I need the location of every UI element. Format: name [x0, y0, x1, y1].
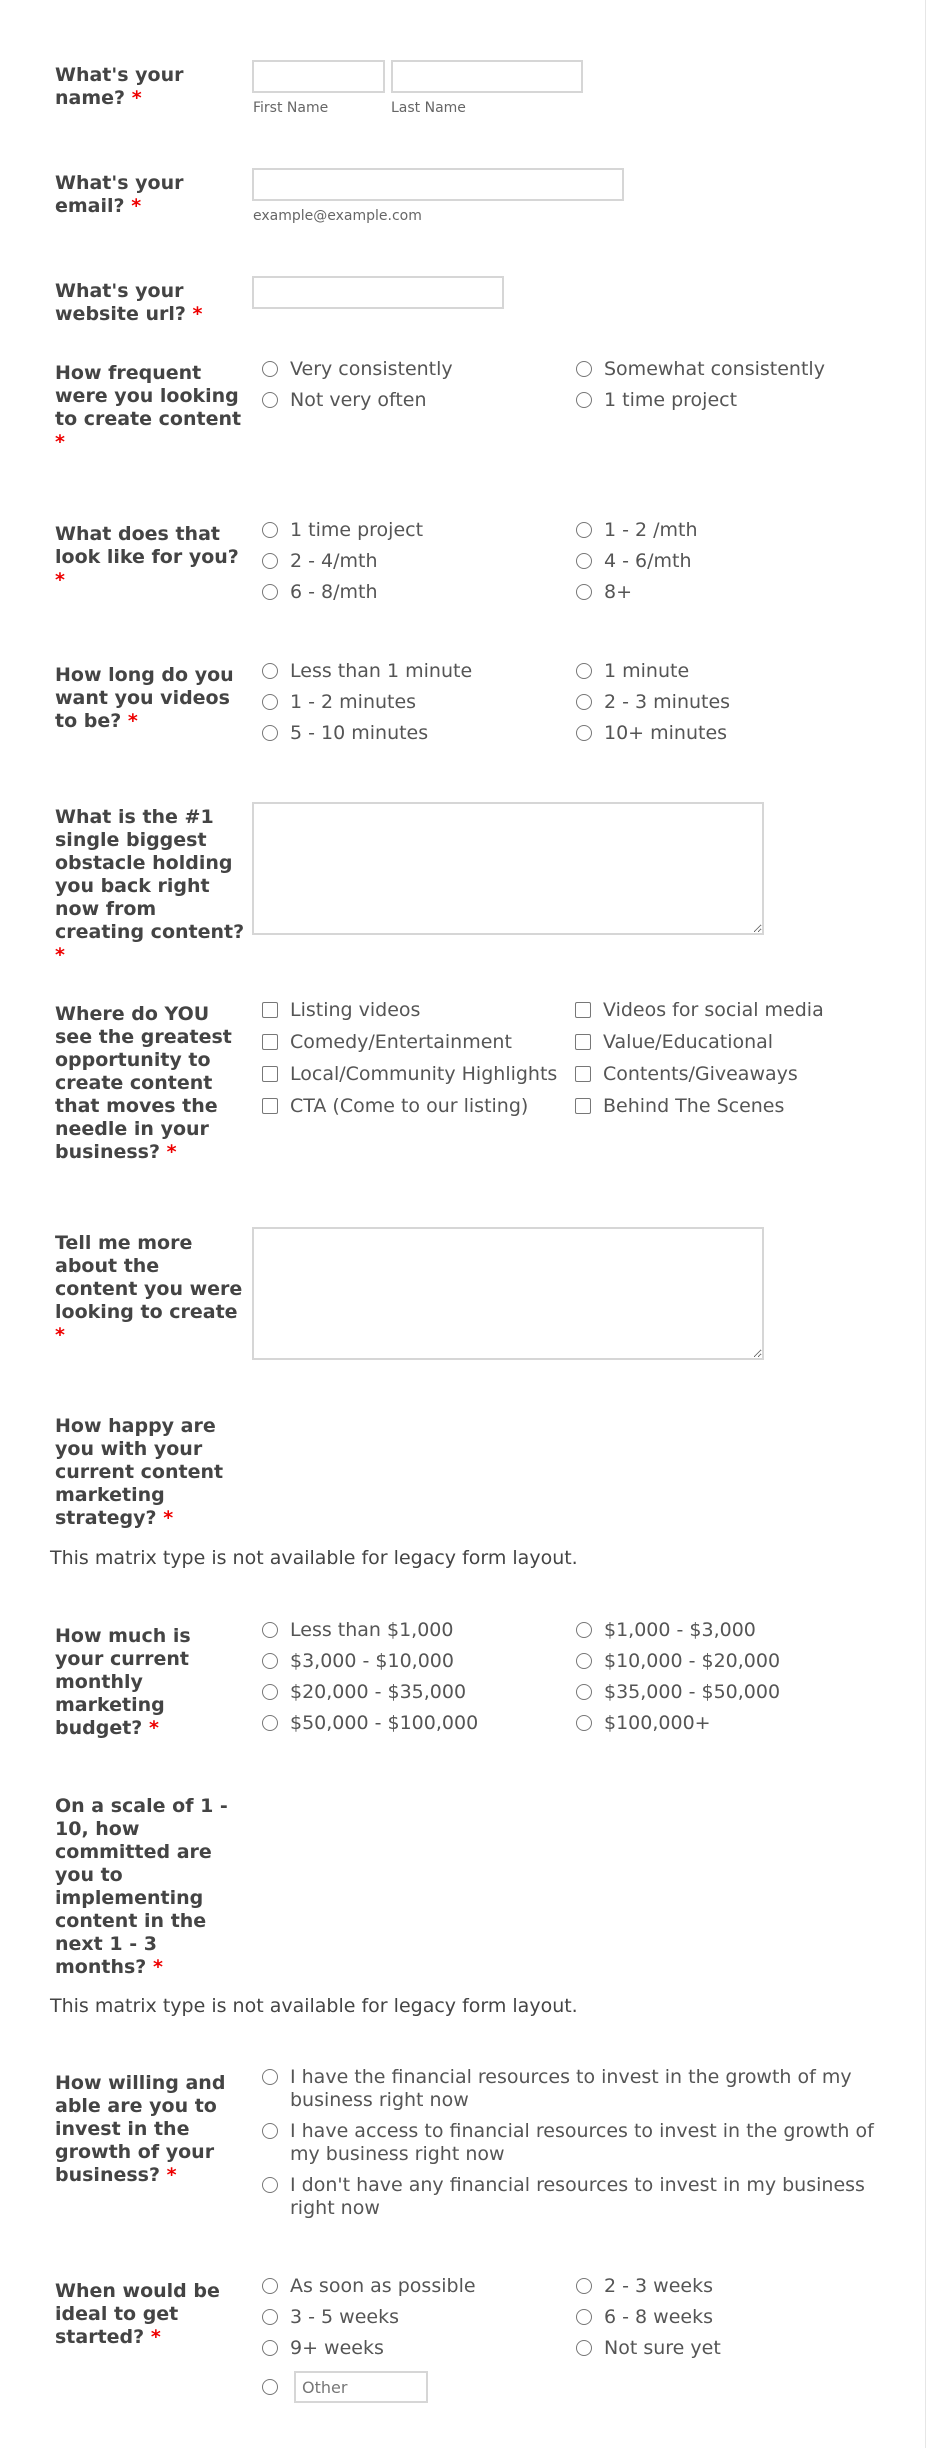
- required-mark: *: [55, 1324, 65, 1346]
- look-like-option[interactable]: 1 time project: [252, 519, 423, 542]
- obstacle-textarea[interactable]: [252, 802, 764, 935]
- radio-button[interactable]: [262, 694, 278, 710]
- start-option[interactable]: 3 - 5 weeks: [252, 2306, 399, 2329]
- radio-button[interactable]: [262, 663, 278, 679]
- first-name-input[interactable]: [252, 60, 385, 93]
- question-text: What is the #1 single biggest obstacle holding you back right now from creating content?: [55, 806, 245, 943]
- question-text: When would be ideal to get started?: [55, 2280, 220, 2348]
- radio-button[interactable]: [262, 2069, 278, 2085]
- question-text: How happy are you with your current content marketing strategy?: [55, 1415, 224, 1529]
- frequency-option[interactable]: 1 time project: [566, 389, 737, 412]
- radio-button[interactable]: [576, 725, 592, 741]
- checkbox[interactable]: [575, 1002, 591, 1018]
- willing-option[interactable]: I don't have any financial resources to invest in my business right now: [252, 2174, 892, 2220]
- radio-button[interactable]: [576, 694, 592, 710]
- checkbox[interactable]: [575, 1098, 591, 1114]
- checkbox[interactable]: [262, 1066, 278, 1082]
- opportunity-option[interactable]: Behind The Scenes: [565, 1095, 784, 1118]
- matrix-unavailable-note: This matrix type is not available for legacy form layout.: [50, 1547, 578, 1569]
- required-mark: *: [55, 431, 65, 453]
- look-like-option[interactable]: 1 - 2 /mth: [566, 519, 698, 542]
- required-mark: *: [150, 2326, 161, 2348]
- radio-button[interactable]: [576, 2309, 592, 2325]
- question-start-label: [55, 2280, 245, 2349]
- checkbox[interactable]: [262, 1034, 278, 1050]
- start-option[interactable]: As soon as possible: [252, 2275, 476, 2298]
- radio-button[interactable]: [576, 2278, 592, 2294]
- checkbox[interactable]: [262, 1098, 278, 1114]
- radio-button[interactable]: [262, 2177, 278, 2193]
- question-text: What's your website url?: [55, 280, 186, 325]
- checkbox[interactable]: [262, 1002, 278, 1018]
- last-name-input[interactable]: [391, 60, 583, 93]
- video-length-option[interactable]: Less than 1 minute: [252, 660, 472, 683]
- video-length-option[interactable]: 2 - 3 minutes: [566, 691, 730, 714]
- question-text: How willing and able are you to invest in the growth of your business?: [55, 2072, 226, 2186]
- required-mark: *: [127, 710, 138, 732]
- opportunity-option[interactable]: CTA (Come to our listing): [252, 1095, 528, 1118]
- required-mark: *: [152, 1956, 163, 1978]
- email-input[interactable]: [252, 168, 624, 201]
- start-option[interactable]: 2 - 3 weeks: [566, 2275, 713, 2298]
- radio-button[interactable]: [262, 2379, 278, 2395]
- radio-button[interactable]: [262, 1715, 278, 1731]
- question-frequency-label: [55, 362, 245, 454]
- question-opportunity-label: [55, 1003, 245, 1164]
- frequency-option[interactable]: Very consistently: [252, 358, 453, 381]
- question-text: What's your email?: [55, 172, 184, 217]
- budget-option[interactable]: $35,000 - $50,000: [566, 1681, 780, 1704]
- radio-button[interactable]: [576, 392, 592, 408]
- question-text: How frequent were you looking to create content: [55, 362, 242, 430]
- opportunity-option[interactable]: Value/Educational: [565, 1031, 773, 1054]
- question-text: On a scale of 1 - 10, how committed are you to implementing content in the next 1 - 3 months?: [55, 1795, 228, 1978]
- opportunity-option[interactable]: Contents/Giveaways: [565, 1063, 798, 1086]
- website-input[interactable]: [252, 276, 504, 309]
- required-mark: *: [192, 303, 203, 325]
- question-website-label: [55, 280, 245, 326]
- radio-button[interactable]: [576, 663, 592, 679]
- checkbox[interactable]: [575, 1034, 591, 1050]
- tell-more-textarea[interactable]: [252, 1227, 764, 1360]
- radio-button[interactable]: [262, 2278, 278, 2294]
- radio-button[interactable]: [576, 361, 592, 377]
- radio-button[interactable]: [262, 522, 278, 538]
- question-tell-more-label: [55, 1232, 245, 1347]
- required-mark: *: [148, 1717, 159, 1739]
- start-option[interactable]: Not sure yet: [566, 2337, 721, 2360]
- radio-button[interactable]: [262, 361, 278, 377]
- frequency-option[interactable]: Not very often: [252, 389, 427, 412]
- question-email-label: [55, 172, 245, 218]
- budget-option[interactable]: $20,000 - $35,000: [252, 1681, 466, 1704]
- radio-button[interactable]: [262, 584, 278, 600]
- question-budget-label: [55, 1625, 245, 1740]
- budget-option[interactable]: $1,000 - $3,000: [566, 1619, 756, 1642]
- start-option[interactable]: 6 - 8 weeks: [566, 2306, 713, 2329]
- question-video-length-label: [55, 664, 245, 733]
- start-other-option: [252, 2371, 428, 2403]
- video-length-option[interactable]: 1 minute: [566, 660, 689, 683]
- question-text: How long do you want you videos to be?: [55, 664, 234, 732]
- look-like-option[interactable]: 8+: [566, 581, 632, 604]
- video-length-option[interactable]: 1 - 2 minutes: [252, 691, 416, 714]
- radio-button[interactable]: [576, 1653, 592, 1669]
- question-happy-label: [55, 1415, 245, 1530]
- budget-option[interactable]: $50,000 - $100,000: [252, 1712, 478, 1735]
- start-option[interactable]: 9+ weeks: [252, 2337, 384, 2360]
- willing-option[interactable]: I have access to financial resources to invest in the growth of my business right now: [252, 2120, 892, 2166]
- question-look-like-label: [55, 523, 245, 592]
- required-mark: *: [55, 944, 65, 966]
- look-like-option[interactable]: 4 - 6/mth: [566, 550, 692, 573]
- radio-button[interactable]: [262, 2309, 278, 2325]
- question-text: What's your name?: [55, 64, 184, 109]
- budget-option[interactable]: Less than $1,000: [252, 1619, 453, 1642]
- question-text: What does that look like for you?: [55, 523, 239, 568]
- radio-button[interactable]: [262, 1684, 278, 1700]
- radio-button[interactable]: [262, 553, 278, 569]
- question-text: How much is your current monthly marketing budget?: [55, 1625, 191, 1739]
- radio-button[interactable]: [262, 2123, 278, 2139]
- opportunity-option[interactable]: Videos for social media: [565, 999, 824, 1022]
- radio-button[interactable]: [576, 1684, 592, 1700]
- look-like-option[interactable]: 2 - 4/mth: [252, 550, 378, 573]
- question-committed-label: [55, 1795, 245, 1979]
- question-obstacle-label: [55, 806, 245, 967]
- required-mark: *: [55, 569, 65, 591]
- radio-button[interactable]: [576, 553, 592, 569]
- checkbox[interactable]: [575, 1066, 591, 1082]
- question-text: Where do YOU see the greatest opportunity to create content that moves the needle in your business?: [55, 1003, 232, 1163]
- opportunity-option[interactable]: Local/Community Highlights: [252, 1063, 557, 1086]
- budget-option[interactable]: $100,000+: [566, 1712, 711, 1735]
- other-input[interactable]: [294, 2371, 428, 2403]
- matrix-unavailable-note: This matrix type is not available for legacy form layout.: [50, 1995, 578, 2017]
- radio-button[interactable]: [262, 1622, 278, 1638]
- willing-option[interactable]: I have the financial resources to invest in the growth of my business right now: [252, 2066, 892, 2112]
- budget-option[interactable]: $3,000 - $10,000: [252, 1650, 454, 1673]
- radio-button[interactable]: [576, 522, 592, 538]
- required-mark: *: [131, 195, 142, 217]
- last-name-sublabel: Last Name: [391, 100, 466, 116]
- video-length-option[interactable]: 5 - 10 minutes: [252, 722, 428, 745]
- question-willing-label: [55, 2072, 245, 2187]
- radio-button[interactable]: [262, 725, 278, 741]
- required-mark: *: [163, 1507, 174, 1529]
- required-mark: *: [166, 1141, 177, 1163]
- required-mark: *: [131, 87, 142, 109]
- radio-button[interactable]: [576, 584, 592, 600]
- frequency-option[interactable]: Somewhat consistently: [566, 358, 825, 381]
- radio-button[interactable]: [576, 1715, 592, 1731]
- opportunity-option[interactable]: Comedy/Entertainment: [252, 1031, 512, 1054]
- question-text: Tell me more about the content you were looking to create: [55, 1232, 243, 1323]
- budget-option[interactable]: $10,000 - $20,000: [566, 1650, 780, 1673]
- radio-button[interactable]: [262, 2340, 278, 2356]
- email-sublabel: example@example.com: [253, 208, 422, 224]
- video-length-option[interactable]: 10+ minutes: [566, 722, 727, 745]
- radio-button[interactable]: [262, 392, 278, 408]
- radio-button[interactable]: [576, 1622, 592, 1638]
- radio-button[interactable]: [576, 2340, 592, 2356]
- required-mark: *: [166, 2164, 177, 2186]
- look-like-option[interactable]: 6 - 8/mth: [252, 581, 378, 604]
- question-name-label: [55, 64, 245, 110]
- opportunity-option[interactable]: Listing videos: [252, 999, 420, 1022]
- first-name-sublabel: First Name: [253, 100, 329, 116]
- radio-button[interactable]: [262, 1653, 278, 1669]
